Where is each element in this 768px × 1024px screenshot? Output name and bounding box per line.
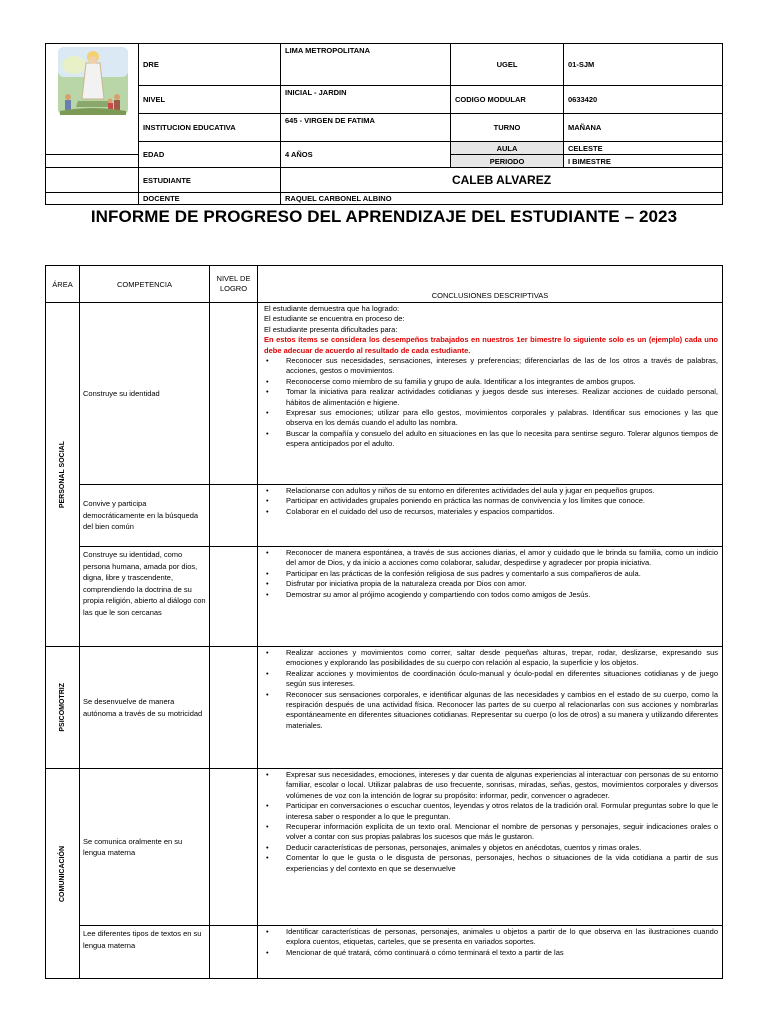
- nivel-label: NIVEL: [139, 86, 281, 114]
- conclusion-list: [264, 486, 718, 517]
- nivel-logro-cell: [210, 926, 258, 979]
- virgin-of-fatima-image: [46, 45, 139, 151]
- list-item: • Relacionarse con adultos y niños de su entorno en diferentes actividades del aula y jugar en pequeños grupos.: [286, 486, 718, 496]
- list-item: • Participar en actividades grupales poniendo en práctica las normas de convivencia y los límites que conoce.: [286, 496, 718, 506]
- competencia-cell: Construye su identidad: [80, 303, 210, 485]
- list-item: • Mencionar de qué tratará, cómo continuará o cómo terminará el texto a partir de las: [286, 948, 718, 958]
- periodo-label: PERIODO: [451, 155, 564, 168]
- docente-label: DOCENTE: [139, 193, 281, 205]
- institucion-value: 645 - VIRGEN DE FATIMA: [281, 114, 451, 142]
- conclusion-list: [264, 356, 718, 450]
- conclusiones-cell: [258, 303, 723, 485]
- col-area-header: [46, 266, 80, 303]
- dre-label: DRE: [139, 44, 281, 86]
- list-item: • Expresar sus necesidades, emociones, intereses y dar cuenta de algunas experiencias al interactuar con personas de su entorno familiar, escolar o local. Utilizar palabras de uso frecuente, sonrisas, miradas, señas, gestos, movimientos corporales y diversos volúmenes de voz con la intención de lograr su propósito: informar, pedir, convencer o agradecer.: [286, 770, 718, 801]
- conclusion-list: [264, 770, 718, 874]
- nivel-logro-cell: [210, 303, 258, 485]
- list-item: • Participar en las prácticas de la confesión religiosa de sus padres y comentarlo a sus compañeros de aula.: [286, 569, 718, 579]
- report-title: INFORME DE PROGRESO DEL APRENDIZAJE DEL ESTUDIANTE – 2023: [90, 207, 678, 226]
- estudiante-value: CALEB ALVAREZ: [281, 168, 723, 193]
- list-item: • Reconocer de manera espontánea, a través de sus acciones diarias, el amor y cuidado que le brinda su familia, como un indicio del amor de Dios, y da inicio a acciones como colaborar, saludar, despedirse y agradecer por propia iniciativa.: [286, 548, 718, 569]
- list-item: • Disfrutar por iniciativa propia de la naturaleza creada por Dios con amor.: [286, 579, 718, 589]
- competencia-cell: Construye su identidad, como persona humana, amada por dios, digna, libre y trascendente, comprendiendo la doctrina de su propia religión, abierto al diálogo con las que le son cercanas: [80, 547, 210, 647]
- codigo-label: CODIGO MODULAR: [451, 86, 564, 114]
- nivel-logro-cell: [210, 485, 258, 547]
- competencia-cell: Lee diferentes tipos de textos en su lengua materna: [80, 926, 210, 979]
- col-nivel-text: NIVEL DE LOGRO: [216, 273, 251, 293]
- intro-line: El estudiante presenta dificultades para:: [264, 324, 398, 334]
- institucion-label: INSTITUCION EDUCATIVA: [139, 114, 281, 142]
- dre-value: LIMA METROPOLITANA: [281, 44, 451, 86]
- list-item: • Reconocer sus sensaciones corporales, e identificar algunas de las necesidades y cambios en el estado de su cuerpo, como la respiración después de una actividad física. Reconocer las partes de su cuerpo al relacionarlas con sus acciones y nombrarlas espontáneamente en diferentes situaciones cotidianas. Representar su cuerpo (o los de otros) a su manera y utilizando diferentes materiales.: [286, 690, 718, 732]
- competencia-cell: Convive y participa democráticamente en la búsqueda del bien común: [80, 485, 210, 547]
- edad-label: EDAD: [139, 142, 281, 168]
- intro-note: En estos ítems se considera los desempeños trabajados en nuestros 1er bimestre lo siguiente solo es un (ejemplo) cada uno debe adecuar de acuerdo al resultado de cada estudiante.: [264, 335, 718, 355]
- list-item: • Participar en conversaciones o escuchar cuentos, leyendas y otros relatos de la tradición oral. Formular preguntas sobre lo que le interesa saber o responder a lo que le preguntan.: [286, 801, 718, 822]
- area-comunicacion: [46, 769, 80, 979]
- col-area-text: ÁREA: [52, 279, 73, 289]
- area-label: PSICOMOTRIZ: [59, 683, 66, 732]
- area-personal-social: [46, 303, 80, 647]
- conclusiones-cell: [258, 547, 723, 647]
- intro-line: El estudiante se encuentra en proceso de:: [264, 314, 405, 324]
- conclusiones-cell: [258, 647, 723, 769]
- competencia-cell: Se desenvuelve de manera autónoma a través de su motricidad: [80, 647, 210, 769]
- area-psicomotriz: [46, 647, 80, 769]
- progress-table: [45, 265, 723, 979]
- col-conclusiones-header: [258, 266, 723, 303]
- list-item: • Deducir características de personas, personajes, animales y objetos en anécdotas, cuentos y rimas orales.: [286, 843, 718, 853]
- conclusion-list: [264, 548, 718, 600]
- list-item: • Realizar acciones y movimientos de coordinación óculo-manual y óculo-podal en diferentes situaciones cotidianas y de juego según sus intereses.: [286, 669, 718, 690]
- turno-label: TURNO: [451, 114, 564, 142]
- list-item: • Recuperar información explícita de un texto oral. Mencionar el nombre de personas y personajes, seguir indicaciones orales o volver a contar con sus propias palabras los sucesos que más le gustaron.: [286, 822, 718, 843]
- aula-label: AULA: [451, 142, 564, 155]
- conclusion-list: [264, 648, 718, 731]
- aula-value: CELESTE: [564, 142, 723, 155]
- periodo-value: I BIMESTRE: [564, 155, 723, 168]
- school-logo: [46, 44, 139, 155]
- conclusiones-cell: [258, 769, 723, 926]
- list-item: • Buscar la compañía y consuelo del adulto en situaciones en las que lo necesita para sentirse seguro. Tolerar algunos tiempos de espera anticipados por el adulto.: [286, 429, 718, 450]
- nivel-logro-cell: [210, 547, 258, 647]
- logo-spacer: [46, 155, 139, 168]
- estudiante-label: ESTUDIANTE: [139, 168, 281, 193]
- edad-value: 4 AÑOS: [281, 142, 451, 168]
- header-table: [45, 43, 723, 205]
- list-item: • Tomar la iniciativa para realizar actividades cotidianas y juegos desde sus intereses. Realizar acciones de cuidado personal, hábitos de alimentación e higiene.: [286, 387, 718, 408]
- turno-value: MAÑANA: [564, 114, 723, 142]
- conclusiones-cell: [258, 485, 723, 547]
- list-item: • Comentar lo que le gusta o le disgusta de personas, personajes, hechos o situaciones de la vida cotidiana a partir de sus experiencias y del contexto en que se desenvuelve: [286, 853, 718, 874]
- codigo-value: 0633420: [564, 86, 723, 114]
- list-item: • Colaborar en el cuidado del uso de recursos, materiales y espacios compartidos.: [286, 507, 718, 517]
- col-competencia-header: [80, 266, 210, 303]
- competencia-cell: Se comunica oralmente en su lengua materna: [80, 769, 210, 926]
- ugel-value: 01-SJM: [564, 44, 723, 86]
- col-competencia-text: COMPETENCIA: [116, 279, 172, 289]
- list-item: • Reconocer sus necesidades, sensaciones, intereses y preferencias; diferenciarlas de las de los otros a través de palabras, acciones, gestos o movimientos.: [286, 356, 718, 377]
- conclusiones-cell: [258, 926, 723, 979]
- ugel-label: UGEL: [451, 44, 564, 86]
- nivel-logro-cell: [210, 647, 258, 769]
- conclusion-list: [264, 927, 718, 958]
- list-item: • Realizar acciones y movimientos como correr, saltar desde pequeñas alturas, trepar, rodar, deslizarse, expresando sus emociones y explorando las posibilidades de su cuerpo con relación al espacio, la superficie y los objetos.: [286, 648, 718, 669]
- docente-value: RAQUEL CARBONEL ALBINO: [281, 193, 723, 205]
- nivel-value: INICIAL - JARDIN: [281, 86, 451, 114]
- area-label: COMUNICACIÓN: [59, 845, 66, 902]
- col-conclusiones-text: CONCLUSIONES DESCRIPTIVAS: [431, 291, 549, 300]
- nivel-logro-cell: [210, 769, 258, 926]
- list-item: • Reconocerse como miembro de su familia y grupo de aula. Identificar a los integrantes de ambos grupos.: [286, 377, 718, 387]
- blank-cell-2: [46, 193, 139, 205]
- list-item: • Expresar sus emociones; utilizar para ello gestos, movimientos corporales y palabras. Identificar sus emociones y las que observa en los demás cuando el adulto las nombra.: [286, 408, 718, 429]
- col-nivel-header: [210, 266, 258, 303]
- list-item: • Identificar características de personas, personajes, animales u objetos a partir de lo que observa en las ilustraciones cuando explora cuentos, etiquetas, carteles, que se presenta en variados soportes.: [286, 927, 718, 948]
- intro-line: El estudiante demuestra que ha logrado:: [264, 304, 400, 313]
- area-label: PERSONAL SOCIAL: [59, 440, 66, 509]
- list-item: • Demostrar su amor al prójimo acogiendo y compartiendo con todos como amigos de Jesús.: [286, 590, 718, 600]
- blank-cell: [46, 168, 139, 193]
